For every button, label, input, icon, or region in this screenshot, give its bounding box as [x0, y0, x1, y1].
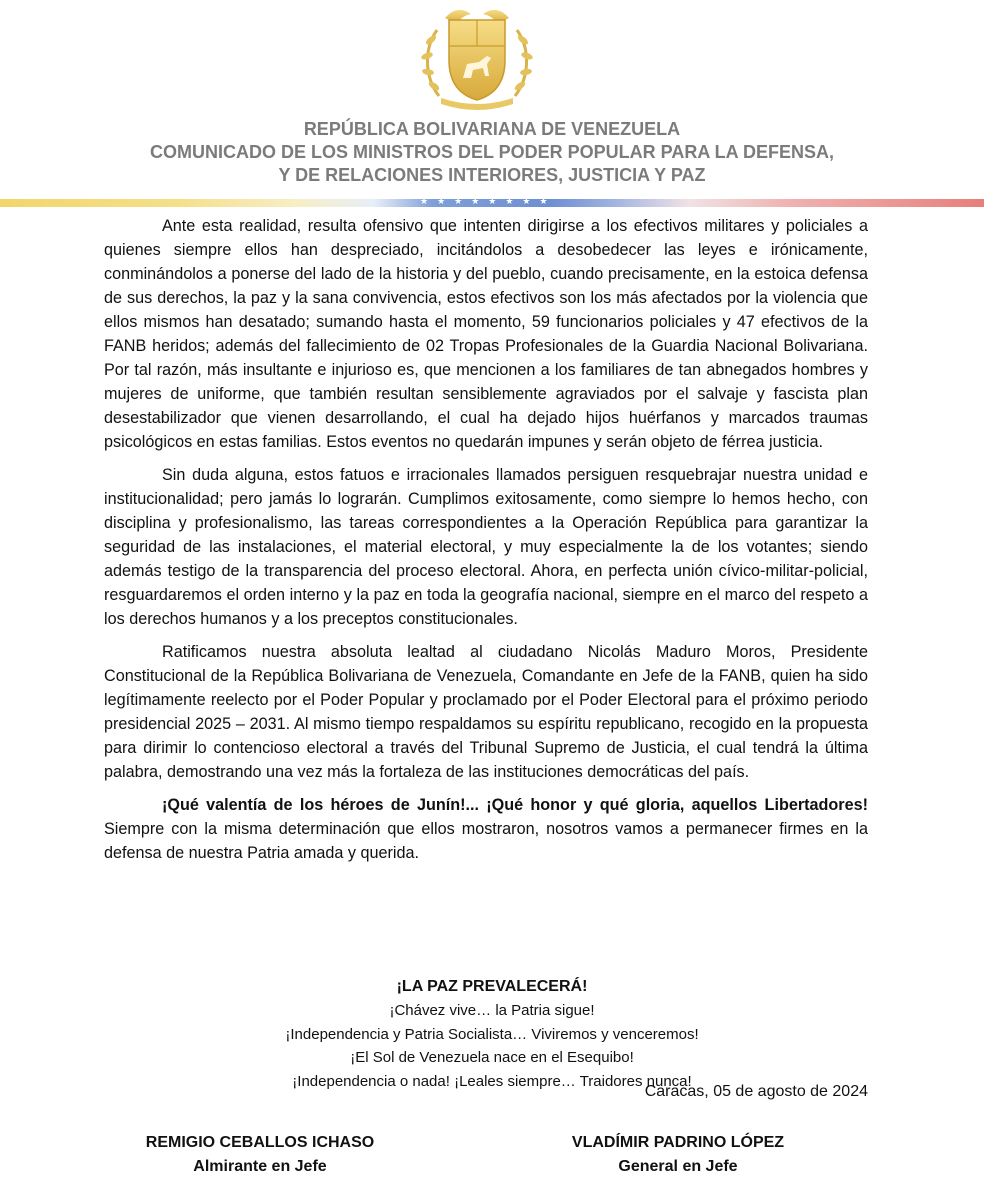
slogan-line: ¡Chávez vive… la Patria sigue!	[389, 1002, 595, 1019]
closing-statement: Siempre con la misma determinación que ellos mostraron, nosotros vamos a permanecer firmes en la defensa de nuestra Patria amada y querida.	[104, 820, 868, 862]
signature-block-left	[130, 1131, 390, 1179]
slogans-block	[0, 975, 984, 1093]
slogan-line: ¡Independencia y Patria Socialista… Viviremos y venceremos!	[285, 1025, 699, 1043]
signatory-rank: General en Jefe	[618, 1158, 738, 1175]
coat-of-arms-seal	[417, 0, 537, 112]
signatory-name: REMIGIO CEBALLOS ICHASO	[145, 1134, 375, 1151]
header-communique-title: COMUNICADO DE LOS MINISTROS DEL PODER POPULAR PARA LA DEFENSA,	[149, 142, 835, 162]
document-body	[104, 214, 868, 874]
stars-icon: ★★★★★★★★	[420, 197, 557, 207]
document-header	[0, 118, 984, 187]
header-communique-subtitle: Y DE RELACIONES INTERIORES, JUSTICIA Y PAZ	[278, 165, 706, 185]
body-paragraph: Ratificamos nuestra absoluta lealtad al ciudadano Nicolás Maduro Moros, Presidente Constitucional de la República Bolivariana de Venezuela, Comandante en Jefe de la FANB, quien ha sido legítimamente reelecto por el Poder Popular y proclamado por el Poder Electoral para el próximo periodo presidencial 2025 – 2031. Al mismo tiempo respaldamos su espíritu republicano, recogido en la propuesta para dirimir lo contencioso electoral a través del Tribunal Supremo de Justicia, el cual tendrá la última palabra, demostrando una vez más la fortaleza de las instituciones democráticas del país.	[104, 643, 868, 781]
closing-paragraph	[104, 793, 868, 865]
coat-of-arms-icon	[417, 0, 537, 112]
slogan-line: ¡El Sol de Venezuela nace en el Esequibo!	[350, 1049, 634, 1066]
body-paragraph: Ante esta realidad, resulta ofensivo que intenten dirigirse a los efectivos militares y policiales a quienes siempre ellos han despreciado, incitándolos a desobedecer las leyes e irónicamente, conminándolos a ponerse del lado de la historia y del pueblo, cuando precisamente, en la estoica defensa de sus derechos, la paz y la sana convivencia, estos efectivos son los más afectados por la violencia que ellos mismos han desatado; sumando hasta el momento, 59 funcionarios policiales y 47 efectivos de la FANB heridos; además del fallecimiento de 02 Tropas Profesionales de la Guardia Nacional Bolivariana. Por tal razón, más insultante e injurioso es, que mencionen a los familiares de tan abnegados hombres y mujeres de uniforme, que también resultan sensiblemente agraviados por el salvaje y fascista plan desestabilizador que vienen desarrollando, el cual ha dejado hijos huérfanos y marcados traumas psicológicos en estas familias. Estos eventos no quedarán impunes y serán objeto de férrea justicia.	[104, 217, 868, 451]
closing-exclamation: ¡Qué valentía de los héroes de Junín!... ¡Qué honor y qué gloria, aquellos Libertadores!	[162, 796, 868, 814]
slogan-line: ¡Independencia o nada! ¡Leales siempre… Traidores nunca!	[292, 1072, 692, 1090]
signature-block-right	[538, 1131, 818, 1179]
flag-color-bar	[0, 197, 984, 209]
place-and-date: Caracas, 05 de agosto de 2024	[644, 1083, 868, 1100]
signatory-name: VLADÍMIR PADRINO LÓPEZ	[571, 1134, 785, 1151]
signatory-rank: Almirante en Jefe	[193, 1158, 327, 1175]
header-country: REPÚBLICA BOLIVARIANA DE VENEZUELA	[303, 119, 681, 139]
body-paragraph: Sin duda alguna, estos fatuos e irracionales llamados persiguen resquebrajar nuestra unidad e institucionalidad; pero jamás lo lograrán. Cumplimos exitosamente, como siempre lo hemos hecho, con disciplina y profesionalismo, las tareas correspondientes a la Operación República para garantizar la seguridad de las instalaciones, el material electoral, y muy especialmente la de los votantes; siendo además testigo de la transparencia del proceso electoral. Ahora, en perfecta unión cívico-militar-policial, resguardaremos el orden interno y la paz en toda la geografía nacional, siempre en el marco del respeto a los derechos humanos y a los preceptos constitucionales.	[104, 466, 868, 628]
main-slogan: ¡LA PAZ PREVALECERÁ!	[396, 978, 588, 995]
